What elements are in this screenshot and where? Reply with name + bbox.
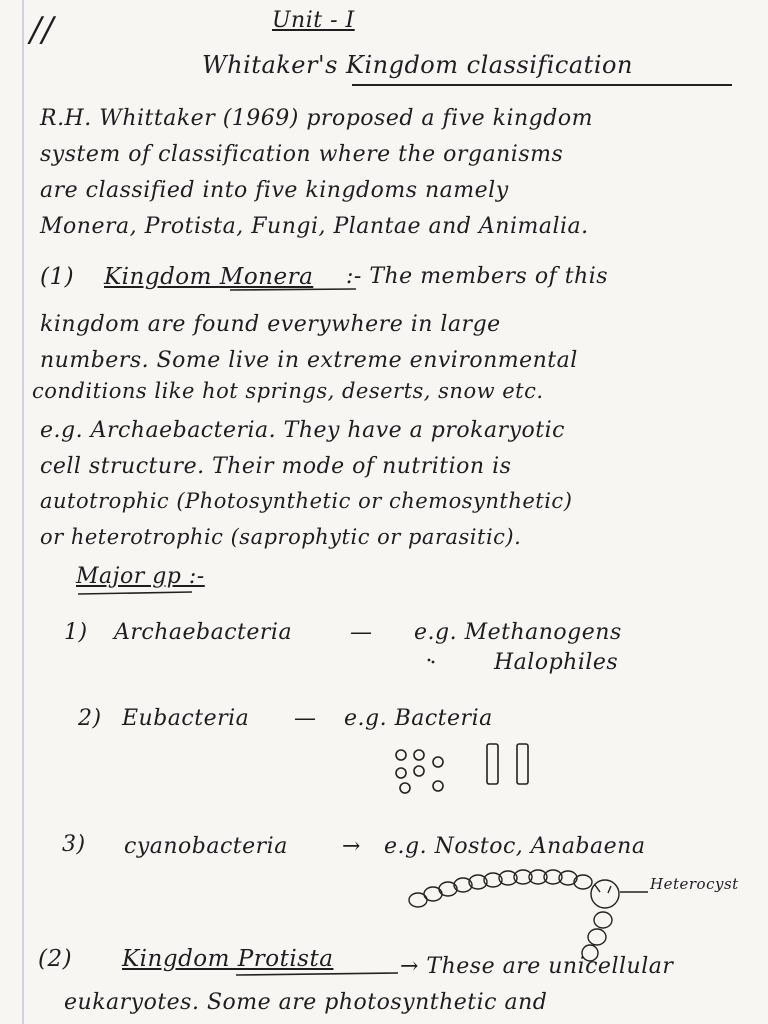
groups-underline [78,592,192,594]
group1-separator: — [350,620,373,645]
nostoc-filament-sketch [409,870,648,961]
group2-separator: — [294,706,317,731]
section1-number: (1) [40,264,75,290]
section1-line-7: autotrophic (Photosynthetic or chemosynthetic) [40,489,573,513]
group3-separator: → [342,834,361,859]
bacilli-sketch [487,744,528,784]
section1-heading: Kingdom Monera [104,264,314,290]
margin-line [22,0,24,1024]
unit-heading: Unit - I [272,8,355,33]
group1-example: e.g. Methanogens [414,620,622,645]
intro-line-4: Monera, Protista, Fungi, Plantae and Animalia. [40,214,589,239]
group3-name: cyanobacteria [124,834,288,859]
group1-example-2: Halophiles [494,650,619,675]
intro-line-1: R.H. Whittaker (1969) proposed a five kingdom [40,106,593,131]
group3-example: e.g. Nostoc, Anabaena [384,834,646,859]
group2-name: Eubacteria [122,706,250,731]
section2-line-1: → These are unicellular [400,954,674,979]
group1-name: Archaebacteria [114,620,293,645]
group2-example: e.g. Bacteria [344,706,493,731]
section2-line-2: eukaryotes. Some are photosynthetic and [64,990,548,1015]
groups-heading: Major gp :- [76,564,205,589]
cocci-sketch [396,750,443,793]
section1-line-5: e.g. Archaebacteria. They have a prokaryotic [40,418,565,443]
section1-line-3: numbers. Some live in extreme environmental [40,348,578,373]
page-mark: // [30,10,54,50]
section1-line-1: :- The members of this [346,264,609,289]
heterocyst-label: Heterocyst [650,875,739,893]
title-underline [352,84,732,86]
group2-number: 2) [78,706,102,731]
intro-line-2: system of classification where the organisms [40,142,564,167]
section2-heading: Kingdom Protista [122,946,334,972]
group1-number: 1) [64,620,88,645]
intro-line-3: are classified into five kingdoms namely [40,178,509,203]
section1-line-6: cell structure. Their mode of nutrition is [40,454,512,479]
ditto-marks [428,659,435,664]
page-title: Whitaker's Kingdom classification [202,51,633,79]
group3-number: 3) [62,832,86,857]
section2-number: (2) [38,946,73,972]
section1-line-2: kingdom are found everywhere in large [40,312,501,337]
section1-line-8: or heterotrophic (saprophytic or parasitic). [40,525,522,549]
section1-line-4: conditions like hot springs, deserts, snow etc. [32,379,544,403]
